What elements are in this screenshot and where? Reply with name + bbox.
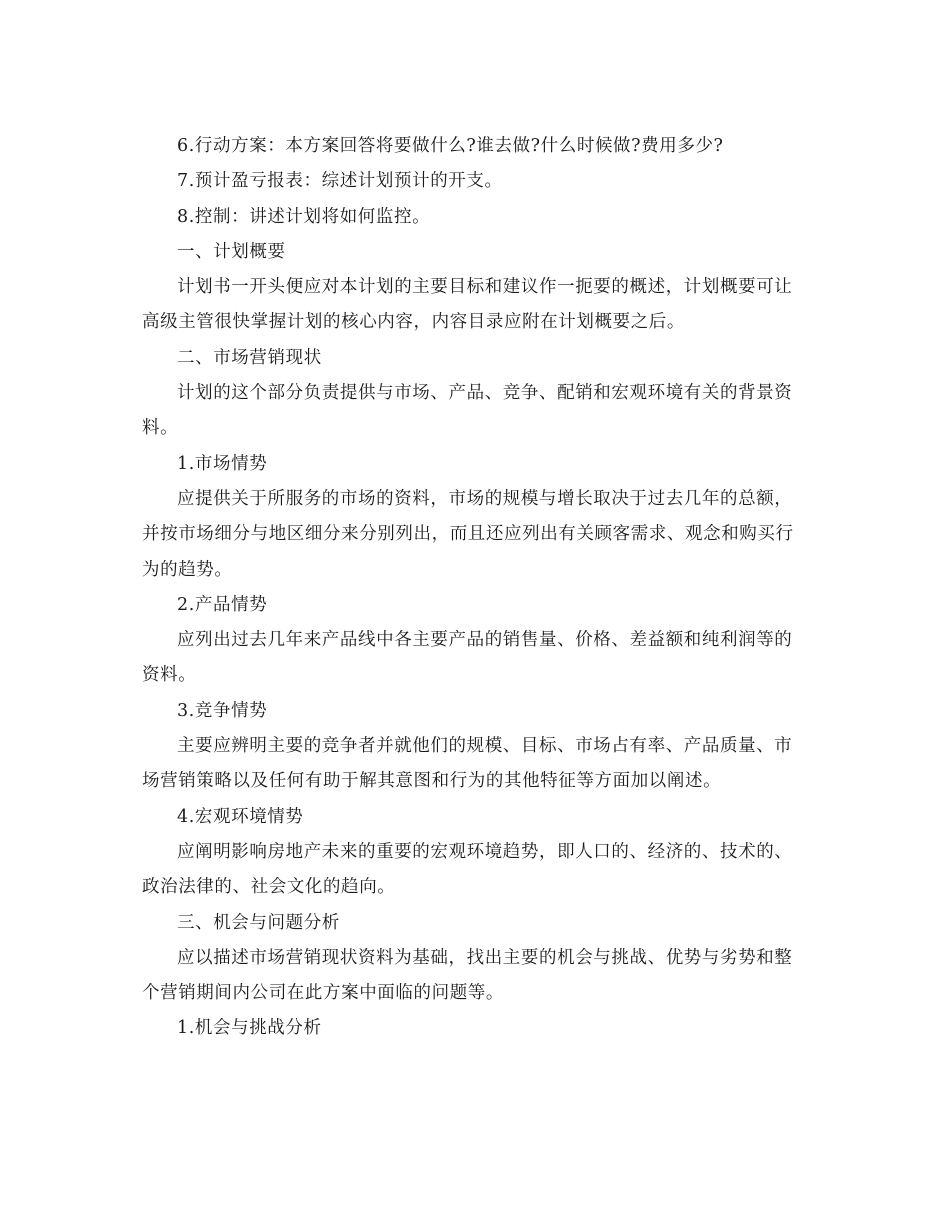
list-item-action-plan: 6.行动方案：本方案回答将要做什么?谁去做?什么时候做?费用多少?	[177, 136, 724, 156]
subheading-competition-situation: 3.竞争情势	[177, 700, 268, 721]
subheading-opportunity-challenge: 1.机会与挑战分析	[177, 1018, 322, 1039]
section-heading-plan-summary: 一、计划概要	[177, 241, 286, 262]
list-item-control: 8.控制：讲述计划将如何监控。	[177, 206, 431, 227]
document-body	[142, 129, 810, 1047]
paragraph-product-situation: 应列出过去几年来产品线中各主要产品的销售量、价格、差益额和纯利润等的资料。	[142, 630, 793, 686]
paragraph-market-situation: 应提供关于所服务的市场的资料，市场的规模与增长取决于过去几年的总额，并按市场细分与地区细分来分别列出，而且还应列出有关顾客需求、观念和购买行为的趋势。	[142, 488, 794, 580]
list-item-profit-loss-statement: 7.预计盈亏报表：综述计划预计的开支。	[177, 171, 503, 192]
subheading-market-situation: 1.市场情势	[177, 453, 268, 474]
paragraph-macro-environment: 应阐明影响房地产未来的重要的宏观环境趋势，即人口的、经济的、技术的、政治法律的、社会文化的趋向。	[142, 841, 793, 898]
paragraph-competition-situation: 主要应辨明主要的竞争者并就他们的规模、目标、市场占有率、产品质量、市场营销策略以及任何有助于解其意图和行为的其他特征等方面加以阐述。	[142, 736, 793, 792]
subheading-product-situation: 2.产品情势	[177, 594, 268, 615]
section-heading-opportunity-analysis: 三、机会与问题分析	[177, 912, 340, 933]
subheading-macro-environment: 4.宏观环境情势	[177, 806, 304, 827]
paragraph-marketing-status: 计划的这个部分负责提供与市场、产品、竞争、配销和宏观环境有关的背景资料。	[142, 383, 793, 439]
paragraph-plan-summary: 计划书一开头便应对本计划的主要目标和建议作一扼要的概述，计划概要可让高级主管很快掌握计划的核心内容，内容目录应附在计划概要之后。	[142, 277, 793, 333]
section-heading-marketing-status: 二、市场营销现状	[177, 347, 322, 368]
paragraph-opportunity-analysis: 应以描述市场营销现状资料为基础，找出主要的机会与挑战、优势与劣势和整个营销期间内公司在此方案中面临的问题等。	[142, 947, 793, 1004]
